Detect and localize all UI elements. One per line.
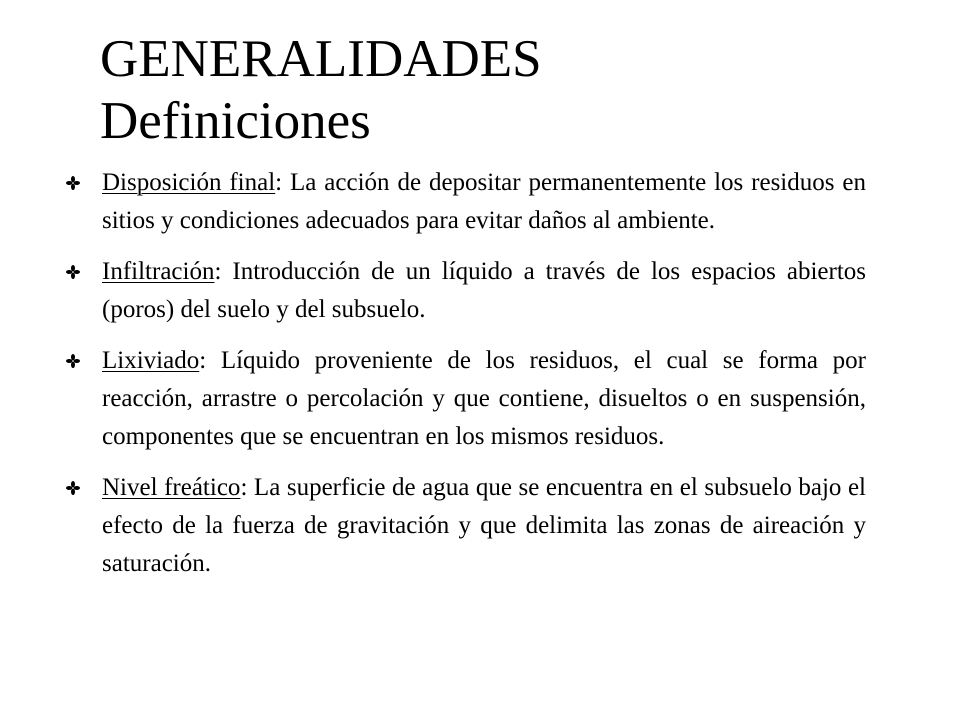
diamond-clover-bullet-icon: [66, 481, 80, 495]
definition-item: [66, 342, 866, 456]
definition-text: : La superficie de agua que se encuentra en el subsuelo bajo el efecto de la fuerza de gravitación y que delimita las zonas de aireación y saturación.: [102, 474, 867, 577]
definition-text: : Líquido proveniente de los residuos, el cual se forma por reacción, arrastre o percolación y que contiene, disueltos o en suspensión, componentes que se encuentran en los mismos residuos.: [102, 347, 866, 450]
definition-item: [66, 469, 866, 583]
definition-item: [66, 253, 866, 329]
slide-title-line2: Definiciones: [100, 92, 371, 150]
slide-title: [100, 28, 542, 152]
definition-term: Nivel freático: [102, 474, 241, 501]
definition-term: Disposición final: [102, 169, 276, 196]
definition-term: Infiltración: [102, 258, 215, 285]
diamond-clover-bullet-icon: [66, 265, 80, 279]
definition-text: : La acción de depositar permanentemente los residuos en sitios y condiciones adecuados para evitar daños al ambiente.: [102, 169, 866, 234]
definition-text: : Introducción de un líquido a través de los espacios abiertos (poros) del suelo y del subsuelo.: [102, 258, 866, 323]
diamond-clover-bullet-icon: [66, 354, 80, 368]
definitions-list: [66, 164, 866, 583]
slide-title-line1: GENERALIDADES: [100, 30, 542, 88]
definition-item: [66, 164, 866, 240]
definition-term: Lixiviado: [102, 347, 200, 374]
diamond-clover-bullet-icon: [66, 176, 80, 190]
